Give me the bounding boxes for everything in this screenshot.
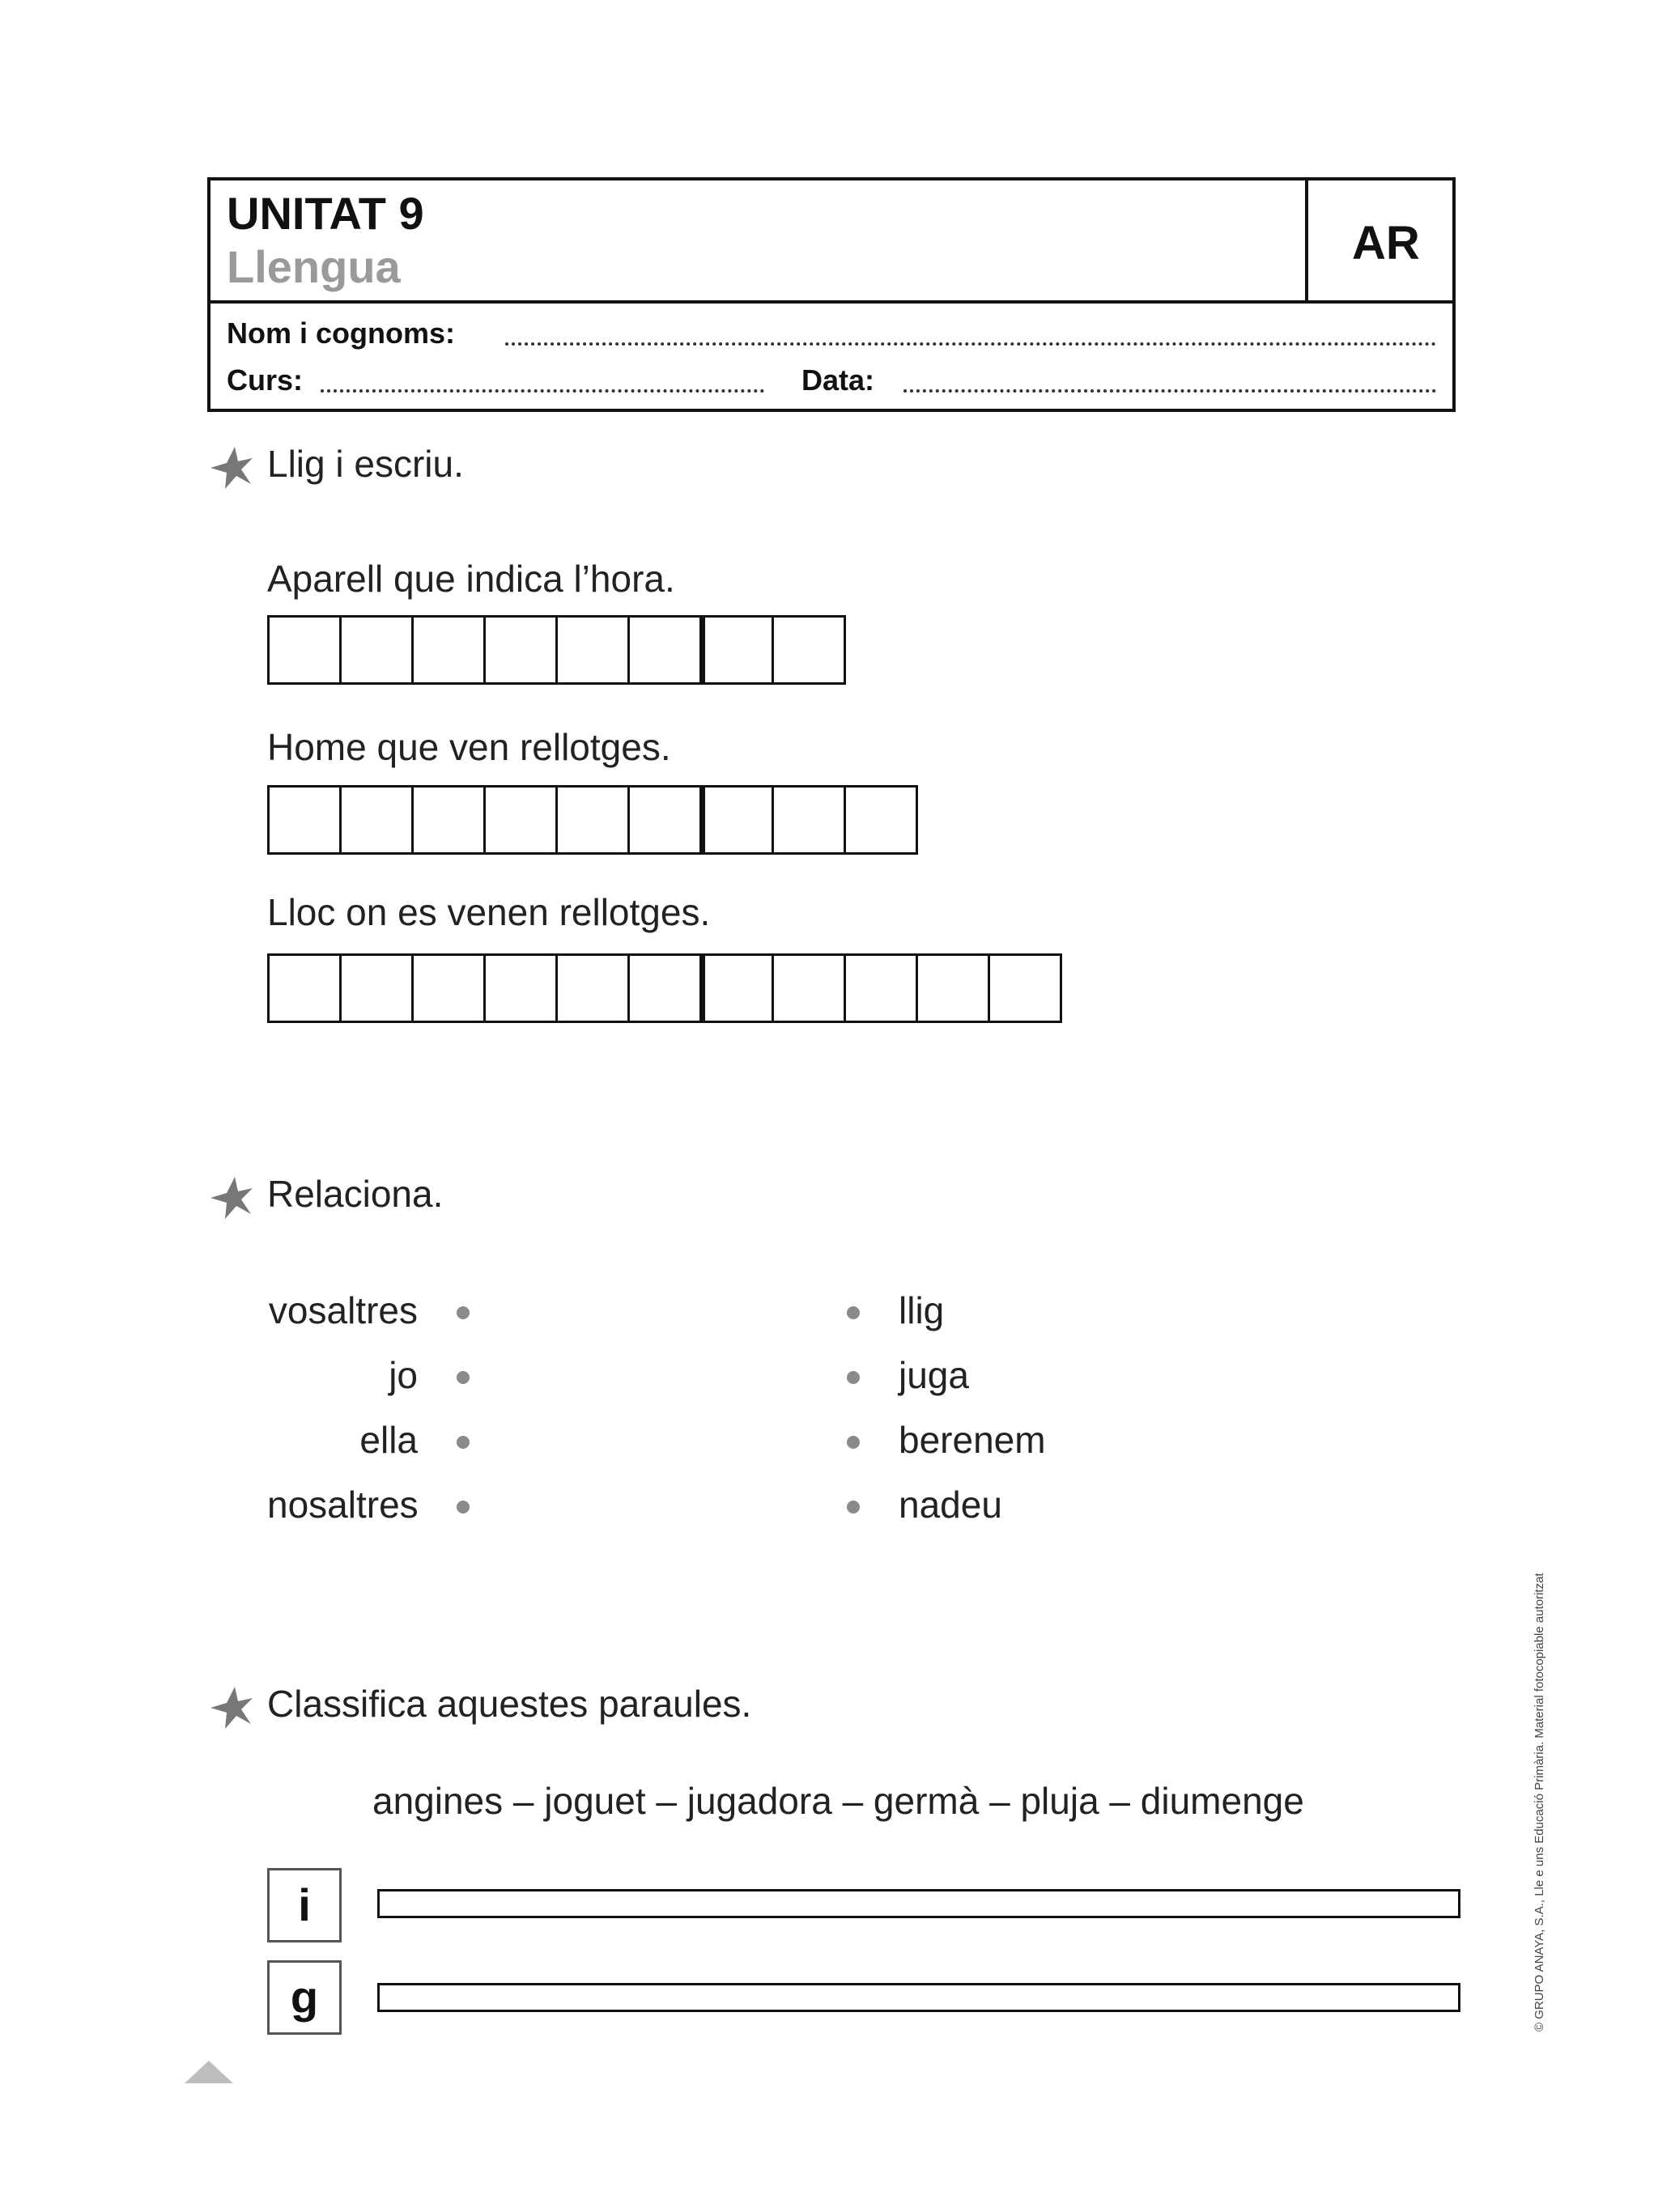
letter-cell[interactable] [844, 785, 918, 855]
letter-cell[interactable] [988, 953, 1062, 1023]
course-field[interactable] [321, 389, 764, 393]
clue-2: Home que ven rellotges. [267, 726, 671, 768]
letter-cell[interactable] [555, 953, 630, 1023]
clue-1: Aparell que indica l’hora. [267, 558, 675, 600]
verb-nadeu: nadeu [899, 1484, 1002, 1526]
pronoun-jo: jo [389, 1354, 418, 1396]
right-connector-dot[interactable] [847, 1501, 860, 1514]
letter-cell[interactable] [267, 785, 342, 855]
letter-cell[interactable] [483, 953, 558, 1023]
answer-boxes-3[interactable] [267, 953, 1062, 1023]
left-connector-dot[interactable] [457, 1371, 470, 1384]
letter-cell[interactable] [699, 785, 774, 855]
letter-cell[interactable] [772, 785, 846, 855]
letter-box-i: i [267, 1868, 342, 1942]
star-icon [207, 1683, 256, 1732]
verb-llig: llig [899, 1289, 945, 1331]
letter-cell[interactable] [339, 615, 414, 685]
date-field[interactable] [903, 389, 1436, 393]
letter-cell[interactable] [411, 953, 486, 1023]
left-connector-dot[interactable] [457, 1501, 470, 1514]
letter-cell[interactable] [627, 785, 702, 855]
letter-cell[interactable] [627, 953, 702, 1023]
left-connector-dot[interactable] [457, 1436, 470, 1449]
right-connector-dot[interactable] [847, 1306, 860, 1319]
word-list: angines – joguet – jugadora – germà – pluja – diumenge [372, 1780, 1304, 1822]
clue-3: Lloc on es venen rellotges. [267, 891, 711, 933]
letter-cell[interactable] [555, 785, 630, 855]
letter-cell[interactable] [916, 953, 990, 1023]
letter-cell[interactable] [267, 615, 342, 685]
letter-cell[interactable] [411, 785, 486, 855]
unit-subject: Llengua [227, 241, 401, 292]
page-corner-mark [185, 2061, 233, 2083]
letter-cell[interactable] [411, 615, 486, 685]
letter-cell[interactable] [699, 615, 774, 685]
answer-boxes-2[interactable] [267, 785, 918, 855]
verb-berenem: berenem [899, 1419, 1046, 1461]
letter-cell[interactable] [339, 785, 414, 855]
letter-cell[interactable] [772, 615, 846, 685]
pronoun-nosaltres: nosaltres [267, 1484, 419, 1526]
left-connector-dot[interactable] [457, 1306, 470, 1319]
name-label: Nom i cognoms: [227, 316, 456, 350]
pronoun-ella: ella [359, 1419, 418, 1461]
course-label: Curs: [227, 363, 304, 397]
worksheet-header [207, 177, 1456, 412]
copyright-notice: © GRUPO ANAYA, S.A., Lle e uns Educació Primària. Material fotocopiable autoritzat [1533, 1573, 1546, 2032]
header-title-area [210, 180, 1452, 304]
letter-cell[interactable] [844, 953, 918, 1023]
letter-box-g: g [267, 1960, 342, 2035]
letter-cell[interactable] [772, 953, 846, 1023]
date-label: Data: [801, 363, 875, 397]
right-connector-dot[interactable] [847, 1371, 860, 1384]
star-icon [207, 444, 256, 492]
answer-boxes-1[interactable] [267, 615, 846, 685]
star-icon [207, 1174, 256, 1222]
answer-line-i[interactable] [377, 1889, 1460, 1918]
name-field[interactable] [505, 342, 1436, 346]
exercise1-instruction: Llig i escriu. [267, 443, 464, 485]
header-divider [1305, 180, 1308, 300]
letter-cell[interactable] [555, 615, 630, 685]
answer-line-g[interactable] [377, 1983, 1460, 2012]
letter-cell[interactable] [267, 953, 342, 1023]
exercise2-instruction: Relaciona. [267, 1173, 444, 1215]
pronoun-vosaltres: vosaltres [268, 1289, 418, 1331]
unit-title: UNITAT 9 [227, 188, 424, 239]
letter-cell[interactable] [483, 615, 558, 685]
verb-juga: juga [899, 1354, 969, 1396]
right-connector-dot[interactable] [847, 1436, 860, 1449]
letter-cell[interactable] [339, 953, 414, 1023]
letter-cell[interactable] [627, 615, 702, 685]
level-badge: AR [1352, 217, 1420, 270]
letter-cell[interactable] [699, 953, 774, 1023]
letter-cell[interactable] [483, 785, 558, 855]
exercise3-instruction: Classifica aquestes paraules. [267, 1683, 752, 1725]
